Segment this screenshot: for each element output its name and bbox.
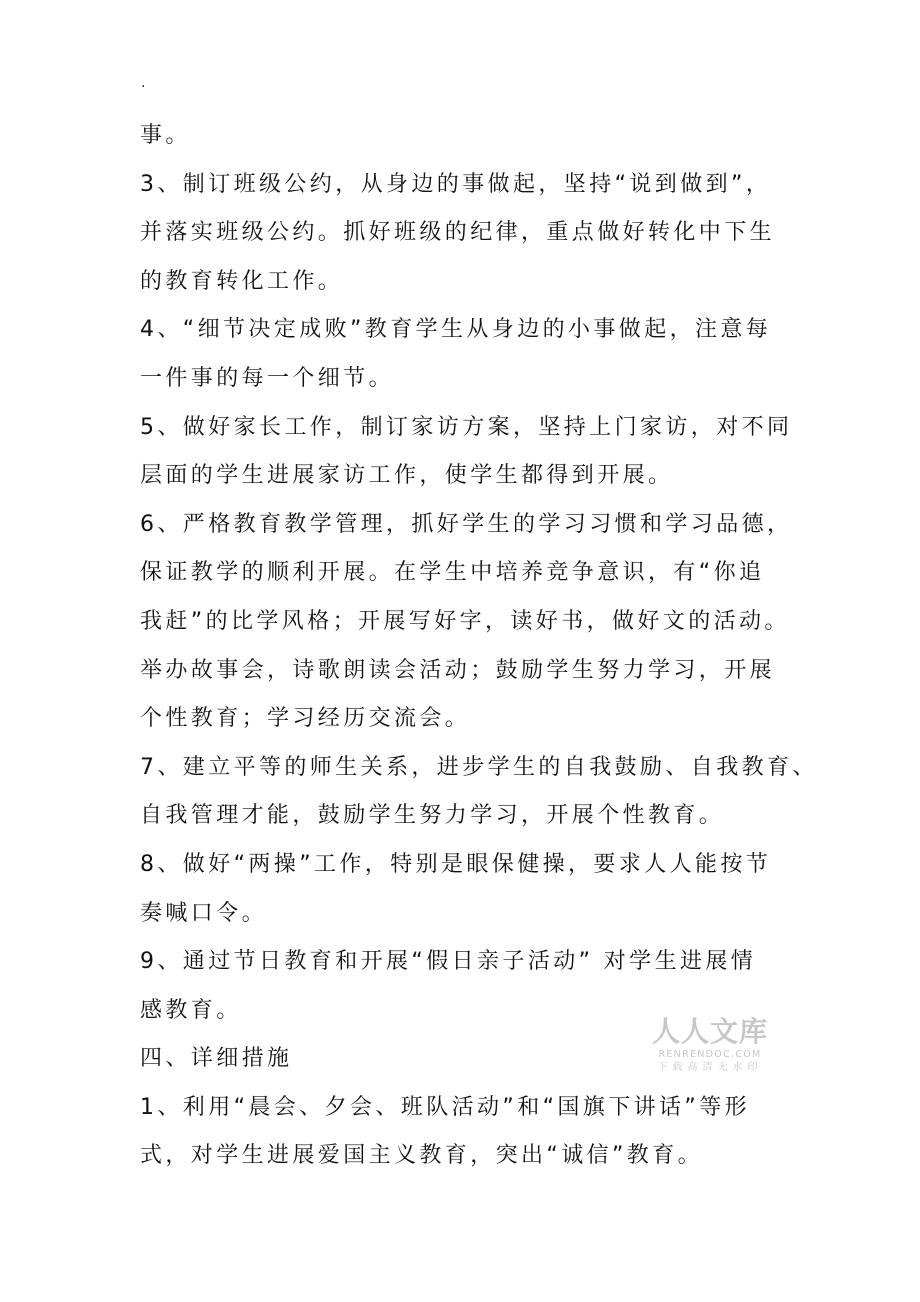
- text-line-21: 1、利用“晨会、夕会、班队活动”和“国旗下讲话”等形: [140, 1094, 750, 1120]
- text-line-13: 个性教育；学习经历交流会。: [140, 706, 471, 732]
- text-line-1: 事。: [140, 123, 191, 148]
- text-line-17: 奏喊口令。: [140, 900, 268, 926]
- watermark-url: RENRENDOC.COM: [658, 1049, 762, 1060]
- text-line-5: 4、“细节决定成败”教育学生从身边的小事做起，注意每: [140, 317, 772, 343]
- text-line-3: 并落实班级公约。抓好班级的纪律，重点做好转化中下生: [140, 220, 776, 246]
- text-line-15: 自我管理才能，鼓励学生努力学习，开展个性教育。: [140, 803, 725, 829]
- text-line-18: 9、通过节日教育和开展“假日亲子活动” 对学生进展情: [140, 949, 757, 975]
- text-line-6: 一件事的每一个细节。: [140, 365, 395, 391]
- text-line-16: 8、做好“两操”工作，特别是眼保健操，要求人人能按节: [140, 851, 772, 877]
- text-line-19: 感教育。: [140, 997, 242, 1023]
- watermark-subtitle: 下载高清无水印: [657, 1062, 763, 1073]
- text-line-12: 举办故事会，诗歌朗读会活动；鼓励学生努力学习，开展: [140, 657, 776, 683]
- text-line-10: 保证教学的顺利开展。在学生中培养竞争意识，有“你追: [140, 560, 765, 586]
- section-heading: 四、详细措施: [140, 1046, 293, 1072]
- text-line-22: 式，对学生进展爱国主义教育，突出“诚信”教育。: [140, 1143, 703, 1169]
- watermark-title: 人人文库: [651, 1015, 768, 1048]
- text-line-8: 层面的学生进展家访工作，使学生都得到开展。: [140, 463, 674, 489]
- watermark: [648, 1016, 772, 1074]
- page-marker-dot: .: [141, 75, 146, 91]
- text-line-11: 我赶”的比学风格；开展写好字，读好书，做好文的活动。: [140, 608, 790, 634]
- text-line-7: 5、做好家长工作，制订家访方案，坚持上门家访，对不同: [140, 414, 793, 440]
- text-line-14: 7、建立平等的师生关系，进步学生的自我鼓励、自我教育、: [140, 754, 818, 780]
- text-line-2: 3、制订班级公约，从身边的事做起，坚持“说到做到”，: [140, 171, 772, 197]
- text-line-4: 的教育转化工作。: [140, 268, 344, 294]
- text-line-9: 6、严格教育教学管理，抓好学生的学习习惯和学习品德，: [140, 511, 793, 537]
